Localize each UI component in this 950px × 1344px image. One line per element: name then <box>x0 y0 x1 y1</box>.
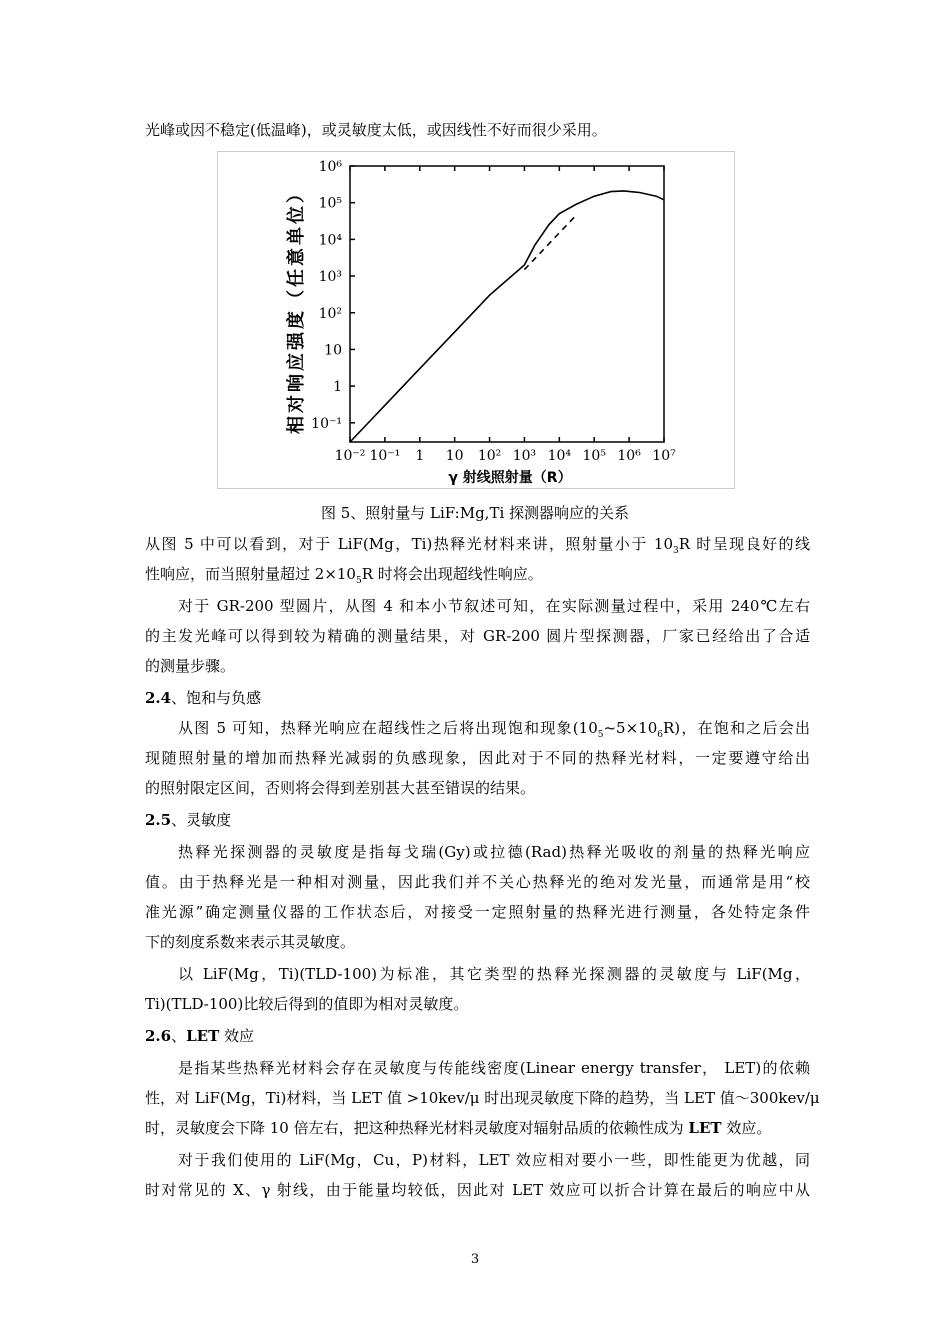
text-line: 对于我们使用的 LiF(Mg，Cu，P)材料，LET 效应相对要小一些，即性能更为优越，同 <box>178 1151 810 1169</box>
figure-caption: 图 5、照射量与 LiF:Mg,Ti 探测器响应的关系 <box>320 504 630 522</box>
x-tick-label: 10³ <box>512 448 537 464</box>
text-line: 的照射限定区间，否则将会得到差别甚大甚至错误的结果。 <box>145 779 536 797</box>
x-tick-label: 10⁵ <box>582 448 606 464</box>
paragraph-text: 性响应，而当照射量超过 2×10 <box>145 565 356 583</box>
section-heading-2-5 <box>145 810 810 830</box>
y-axis-label: 相对响应强度（任意单位） <box>286 182 307 434</box>
text-line: 下的刻度系数来表示其灵敏度。 <box>145 933 356 951</box>
response-chart <box>218 152 734 488</box>
x-tick-label: 10² <box>477 448 502 464</box>
y-tick-label: 10² <box>318 305 342 322</box>
y-tick-label: 10⁻¹ <box>311 415 342 432</box>
section-number: 2.5 <box>145 811 172 829</box>
paragraph-text: 光峰或因不稳定(低温峰)，或灵敏度太低，或因线性不好而很少采用。 <box>145 121 607 139</box>
y-axis-ticks <box>311 159 355 432</box>
y-tick-label: 10⁵ <box>318 195 342 212</box>
text-line: 现随照射量的增加而热释光减弱的负感现象，因此对于不同的热释光材料，一定要遵守给出 <box>145 749 810 767</box>
section-title: 效应 <box>219 1027 255 1045</box>
text-line: 性，对 LiF(Mg，Ti)材料，当 LET 值 >10kev/μ 时出现灵敏度下降的趋势，当 LET 值～300kev/μ <box>145 1089 820 1107</box>
y-tick-label: 10 <box>324 342 342 359</box>
x-tick-label: 10⁴ <box>547 448 572 464</box>
x-tick-label: 10 <box>445 448 464 464</box>
section-title: 、灵敏度 <box>171 811 232 829</box>
series-group <box>350 191 664 442</box>
text-line: 时对常见的 X、γ 射线，由于能量均较低，因此对 LET 效应可以折合计算在最后的响应中从 <box>145 1181 810 1199</box>
superscript: 5 <box>355 576 362 586</box>
text-line: 准光源”确定测量仪器的工作状态后，对接受一定照射量的热释光进行测量，各处特定条件 <box>145 903 810 921</box>
paragraph-text: 效应。 <box>721 1119 772 1137</box>
text-line: 的测量步骤。 <box>145 657 236 675</box>
paragraph-text: R)，在饱和之后会出 <box>663 719 810 737</box>
text-line: 热释光探测器的灵敏度是指每戈瑞(Gy)或拉德(Rad)热释光吸收的剂量的热释光响应 <box>178 843 810 861</box>
paragraph-text: 从图 5 中可以看到，对于 LiF(Mg，Ti)热释光材料来讲，照射量小于 10 <box>145 535 673 553</box>
x-tick-label: 10⁻¹ <box>369 448 401 464</box>
y-tick-label: 10⁴ <box>318 232 342 249</box>
text-line: 对于 GR-200 型圆片，从图 4 和本小节叙述可知，在实际测量过程中，采用 240℃左右 <box>178 597 810 615</box>
x-tick-label: 10⁶ <box>617 448 641 464</box>
paragraph-text: 从图 5 可知，热释光响应在超线性之后将出现饱和现象(10 <box>178 719 598 737</box>
text-line: 值。由于热释光是一种相对测量，因此我们并不关心热释光的绝对发光量，而通常是用“校 <box>145 873 810 891</box>
superscript: 5 <box>597 730 604 740</box>
paragraph-text: 时，灵敏度会下降 10 倍左右，把这种热释光材料灵敏度对辐射品质的依赖性成为 <box>145 1119 689 1137</box>
section-number: 2.4 <box>145 689 172 707</box>
section-number: 2.6 <box>145 1027 172 1045</box>
section-heading-2-4 <box>145 688 810 708</box>
paragraph-text: R 时呈现良好的线 <box>678 535 810 553</box>
text-line: 以 LiF(Mg，Ti)(TLD-100)为标准，其它类型的热释光探测器的灵敏度与 LiF(Mg， <box>178 965 810 983</box>
x-axis-label: γ 射线照射量（R） <box>448 470 572 486</box>
section-title-bold: LET <box>186 1027 220 1045</box>
series-response-line <box>350 191 664 442</box>
section-title: 、 <box>171 1027 187 1045</box>
superscript: 3 <box>673 546 679 556</box>
bold-text: LET <box>688 1119 722 1137</box>
plot-frame <box>350 166 664 442</box>
y-tick-label: 1 <box>333 379 342 396</box>
x-tick-label: 10⁻² <box>334 448 366 464</box>
y-tick-label: 10⁶ <box>318 159 342 175</box>
paragraph-text: ~5×10 <box>603 719 658 737</box>
paragraph-text: R 时将会出现超线性响应。 <box>361 565 543 583</box>
y-tick-label: 10³ <box>318 269 342 286</box>
figure-5 <box>217 151 735 489</box>
x-tick-label: 1 <box>415 448 425 464</box>
text-line <box>145 534 810 561</box>
x-axis-ticks <box>335 166 677 464</box>
text-line <box>145 120 810 140</box>
text-line <box>145 1118 810 1138</box>
text-line: 的主发光峰可以得到较为精确的测量结果，对 GR-200 圆片型探测器，厂家已经给出了合适 <box>145 627 810 645</box>
x-tick-label: 10⁷ <box>652 448 676 464</box>
section-title: 、饱和与负感 <box>171 689 262 707</box>
section-heading-2-6 <box>145 1026 810 1046</box>
text-line: 是指某些热释光材料会存在灵敏度与传能线密度(Linear energy transfer， LET)的依赖 <box>178 1059 810 1077</box>
text-line: Ti)(TLD-100)比较后得到的值即为相对灵敏度。 <box>145 995 469 1013</box>
page-number: 3 <box>470 1252 480 1267</box>
text-line <box>178 718 810 745</box>
text-line <box>145 564 810 591</box>
superscript: 6 <box>657 730 663 740</box>
